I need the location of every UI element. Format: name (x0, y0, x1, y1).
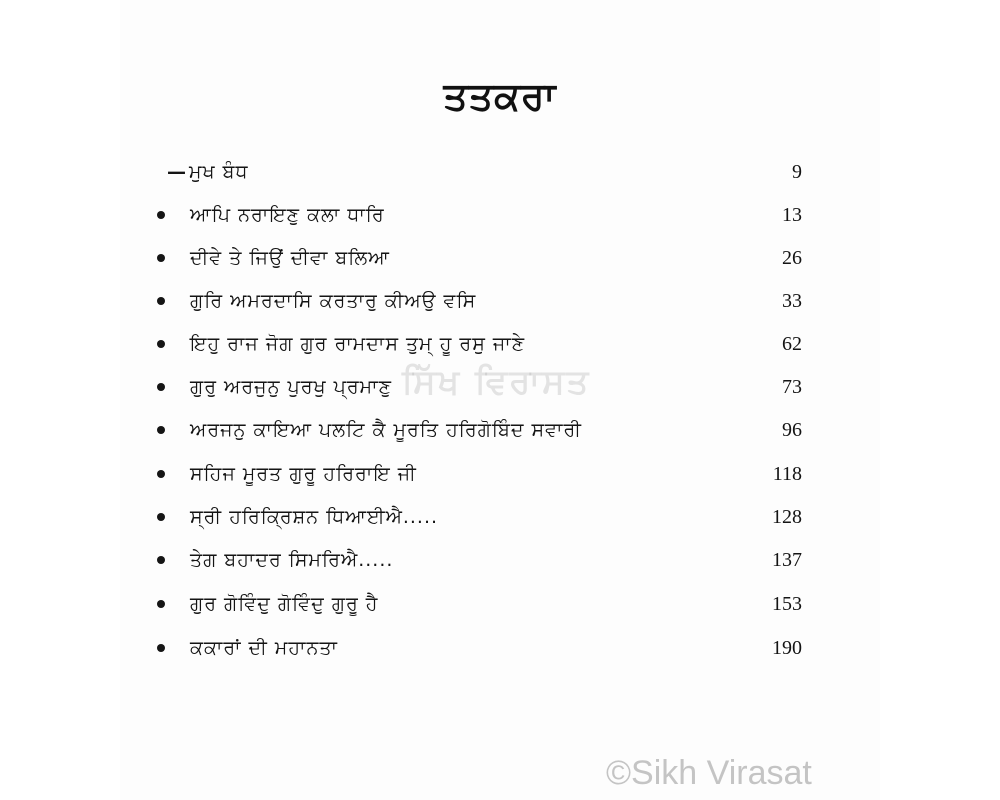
entry-label: ਅਰਜਨੁ ਕਾਇਆ ਪਲਟਿ ਕੈ ਮੂਰਤਿ ਹਰਿਗੋਬਿੰਦ ਸਵਾਰੀ (190, 419, 582, 441)
bullet-icon (157, 644, 165, 652)
entry-page-number: 9 (792, 161, 802, 183)
entry-label: ਇਹੁ ਰਾਜ ਜੋਗ ਗੁਰ ਰਾਮਦਾਸ ਤੁਮ੍ ਹੂ ਰਸੁ ਜਾਣੇ (190, 333, 526, 355)
page-title: ਤਤਕਰਾ (443, 74, 557, 118)
entry-label: ਦੀਵੇ ਤੇ ਜਿਉਂ ਦੀਵਾ ਬਲਿਆ (190, 247, 390, 269)
bullet-icon (157, 297, 165, 305)
entry-label: ਗੁਰਿ ਅਮਰਦਾਸਿ ਕਰਤਾਰੁ ਕੀਅਉ ਵਸਿ (190, 290, 477, 312)
toc-entry (120, 415, 880, 445)
toc-entry (120, 286, 880, 316)
toc-entry-preface (120, 157, 880, 187)
bullet-icon (157, 470, 165, 478)
watermark-center-text: ਸਿੱਖ ਵਿਰਾਸਤ (402, 362, 591, 402)
entry-label: ਆਪਿ ਨਰਾਇਣੁ ਕਲਾ ਧਾਰਿ (190, 204, 385, 226)
bullet-icon (157, 254, 165, 262)
toc-entry (120, 200, 880, 230)
toc-entry (120, 545, 880, 575)
bullet-icon (157, 340, 165, 348)
entry-page-number: 96 (782, 419, 802, 441)
entry-page-number: 137 (772, 549, 802, 571)
bullet-icon (157, 383, 165, 391)
toc-entry (120, 502, 880, 532)
bullet-icon (157, 600, 165, 608)
toc-entry (120, 243, 880, 273)
entry-page-number: 128 (772, 506, 802, 528)
toc-entry (120, 589, 880, 619)
entry-label: ਤੇਗ ਬਹਾਦਰ ਸਿਮਰਿਐ..... (190, 549, 394, 571)
entry-page-number: 33 (782, 290, 802, 312)
entry-page-number: 62 (782, 333, 802, 355)
copyright-watermark: ©Sikh Virasat (606, 754, 812, 792)
toc-entry (120, 459, 880, 489)
toc-entry (120, 329, 880, 359)
entry-label: ਸ੍ਰੀ ਹਰਿਕ੍ਰਿਸ਼ਨ ਧਿਆਈਐ..... (190, 506, 439, 528)
entry-page-number: 118 (772, 463, 802, 485)
entry-page-number: 13 (782, 204, 802, 226)
entry-page-number: 190 (772, 637, 802, 659)
book-page (120, 0, 880, 800)
toc-entry (120, 633, 880, 663)
entry-label: ਸਹਿਜ ਮੂਰਤ ਗੁਰੂ ਹਰਿਰਾਇ ਜੀ (190, 463, 417, 485)
entry-page-number: 73 (782, 376, 802, 398)
entry-label: ਗੁਰੁ ਅਰਜੁਨੁ ਪੁਰਖੁ ਪ੍ਰਮਾਣੁ (190, 376, 392, 398)
entry-page-number: 26 (782, 247, 802, 269)
bullet-icon (157, 513, 165, 521)
bullet-icon (157, 426, 165, 434)
entry-dash: — (167, 161, 186, 183)
entry-page-number: 153 (772, 593, 802, 615)
entry-label: ਕਕਾਰਾਂ ਦੀ ਮਹਾਨਤਾ (190, 637, 338, 659)
bullet-icon (157, 211, 165, 219)
entry-label: ਗੁਰ ਗੋਵਿੰਦੁ ਗੋਵਿੰਦੁ ਗੁਰੂ ਹੈ (190, 593, 379, 615)
bullet-icon (157, 556, 165, 564)
entry-label: ਮੁਖ ਬੰਧ (189, 161, 249, 183)
